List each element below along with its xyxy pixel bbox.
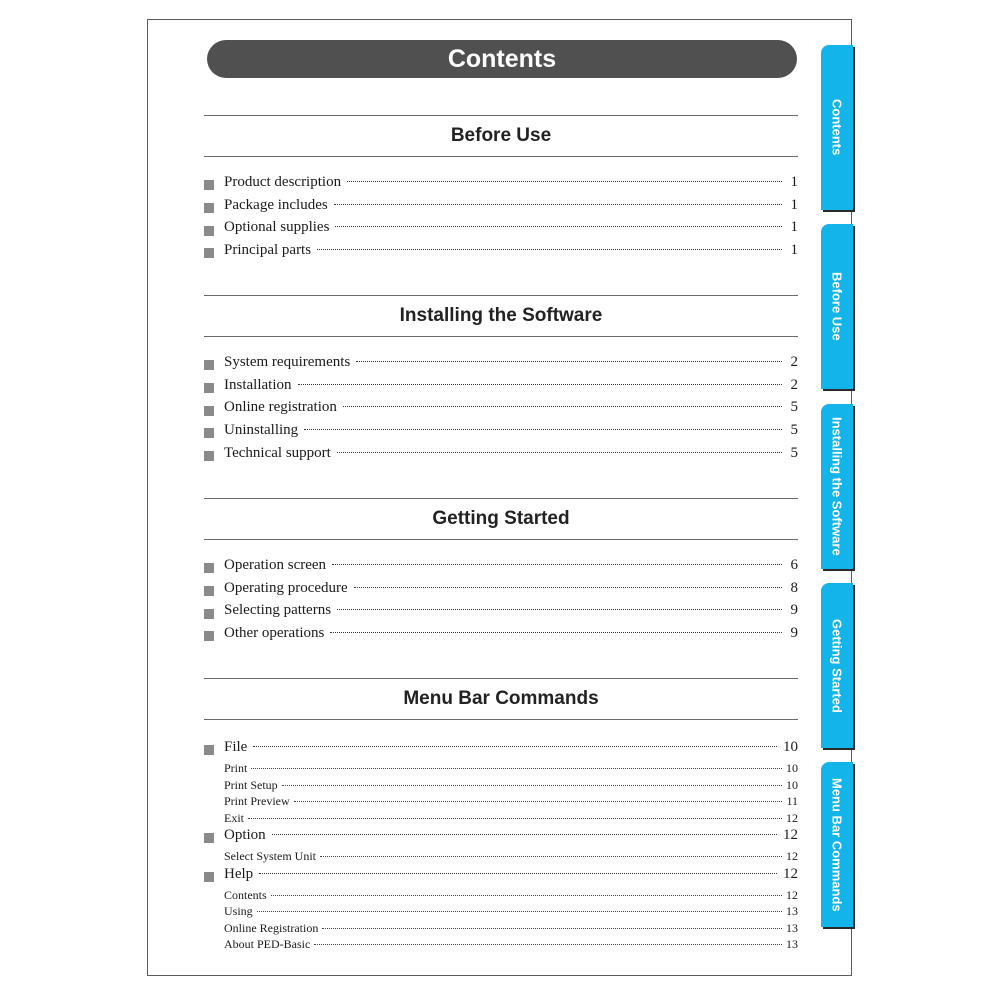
dot-leader [259, 873, 777, 874]
toc-entry[interactable] [204, 602, 798, 625]
dot-leader [251, 768, 782, 769]
dot-leader [334, 204, 782, 205]
toc-subentry[interactable] [204, 921, 798, 938]
square-bullet-icon [204, 203, 214, 213]
dot-leader [322, 928, 782, 929]
tab-label: Before Use [829, 272, 845, 341]
entry-label: File [224, 739, 248, 755]
entry-label: Option [224, 827, 266, 843]
square-bullet-icon [204, 563, 214, 573]
dot-leader [335, 226, 782, 227]
square-bullet-icon [204, 406, 214, 416]
section-heading: Installing the Software [204, 295, 798, 337]
square-bullet-icon [204, 226, 214, 236]
dot-leader [271, 895, 782, 896]
toc-entry[interactable] [204, 399, 798, 422]
entry-page-number: 5 [790, 399, 798, 416]
dot-leader [337, 609, 782, 610]
entry-label: Operation screen [224, 557, 327, 573]
square-bullet-icon [204, 872, 214, 882]
subentry-label: Print [224, 761, 248, 775]
subentry-label: Contents [224, 887, 267, 902]
toc-entry[interactable] [204, 242, 798, 265]
subentry-page-number: 13 [786, 937, 798, 951]
entry-page-number: 2 [790, 376, 798, 393]
dot-leader [354, 587, 782, 588]
subentry-page-number: 11 [786, 794, 798, 808]
entry-page-number: 1 [790, 196, 798, 213]
dot-leader [257, 911, 782, 912]
entry-page-number: 6 [790, 557, 798, 573]
toc-entry[interactable] [204, 219, 798, 242]
entry-page-number: 2 [790, 354, 798, 370]
square-bullet-icon [204, 833, 214, 843]
section-heading: Getting Started [204, 498, 798, 540]
toc-subentry[interactable] [204, 778, 798, 795]
dot-leader [282, 785, 782, 786]
entry-label: Package includes [224, 196, 328, 213]
square-bullet-icon [204, 360, 214, 370]
square-bullet-icon [204, 631, 214, 641]
dot-leader [343, 406, 782, 407]
toc-entry[interactable] [204, 557, 798, 580]
entry-label: Installation [224, 376, 292, 393]
section-tab[interactable] [821, 45, 853, 210]
entry-label: Optional supplies [224, 219, 330, 236]
toc-subentry[interactable] [204, 811, 798, 828]
section-heading: Before Use [204, 115, 798, 157]
square-bullet-icon [204, 451, 214, 461]
subentry-label: About PED-Basic [224, 937, 311, 951]
section-heading: Menu Bar Commands [204, 678, 798, 720]
subentry-page-number: 12 [786, 849, 798, 863]
toc-section [204, 498, 798, 648]
toc-section [204, 295, 798, 467]
toc-subentry[interactable] [204, 849, 798, 866]
entry-page-number: 5 [790, 444, 798, 461]
page-title: Contents [207, 40, 797, 78]
entry-label: Principal parts [224, 242, 312, 259]
entry-page-number: 5 [790, 422, 798, 439]
square-bullet-icon [204, 248, 214, 258]
section-tab[interactable] [821, 583, 853, 748]
toc-entry[interactable] [204, 580, 798, 603]
entry-page-number: 9 [790, 625, 798, 642]
subentry-label: Exit [224, 810, 244, 825]
toc-entry[interactable] [204, 739, 798, 761]
entry-page-number: 1 [790, 219, 798, 236]
square-bullet-icon [204, 745, 214, 755]
dot-leader [294, 801, 783, 802]
dot-leader [272, 834, 777, 835]
tab-label: Menu Bar Commands [829, 777, 845, 912]
dot-leader [356, 361, 782, 362]
square-bullet-icon [204, 586, 214, 596]
toc-entry[interactable] [204, 377, 798, 400]
square-bullet-icon [204, 428, 214, 438]
dot-leader [332, 564, 782, 565]
toc-section [204, 678, 798, 954]
dot-leader [304, 429, 782, 430]
dot-leader [320, 856, 782, 857]
entry-page-number: 10 [783, 739, 798, 755]
toc-subentry[interactable] [204, 761, 798, 778]
toc-entry[interactable] [204, 354, 798, 377]
subentry-label: Print Preview [224, 794, 290, 808]
toc-subentry[interactable] [204, 937, 798, 954]
subentry-label: Using [224, 904, 253, 918]
entry-page-number: 9 [790, 602, 798, 619]
toc-entry[interactable] [204, 866, 798, 888]
subentry-page-number: 12 [786, 810, 798, 825]
dot-leader [314, 944, 782, 945]
toc-entry[interactable] [204, 827, 798, 849]
subentry-page-number: 12 [786, 887, 798, 902]
dot-leader [337, 452, 782, 453]
tab-label: Contents [829, 99, 845, 156]
square-bullet-icon [204, 609, 214, 619]
toc-subentry[interactable] [204, 794, 798, 811]
entry-label: Operating procedure [224, 579, 348, 596]
toc-entry[interactable] [204, 422, 798, 445]
square-bullet-icon [204, 180, 214, 190]
dot-leader [347, 181, 782, 182]
entry-page-number: 8 [790, 579, 798, 596]
subentry-page-number: 10 [786, 777, 798, 792]
entry-page-number: 1 [790, 242, 798, 259]
toc-section [204, 115, 798, 265]
toc-subentry[interactable] [204, 888, 798, 905]
dot-leader [253, 746, 777, 747]
subentry-page-number: 13 [786, 920, 798, 935]
toc-entry[interactable] [204, 197, 798, 220]
dot-leader [317, 249, 782, 250]
entry-label: Technical support [224, 444, 331, 461]
entry-page-number: 12 [783, 827, 798, 843]
tab-label: Installing the Software [829, 417, 845, 556]
entry-label: Selecting patterns [224, 602, 332, 619]
toc-subentry[interactable] [204, 904, 798, 921]
subentry-page-number: 10 [786, 761, 798, 775]
entry-label: Product description [224, 174, 342, 190]
subentry-page-number: 13 [786, 904, 798, 918]
section-tab[interactable] [821, 762, 853, 927]
section-tab[interactable] [821, 224, 853, 389]
entry-label: Other operations [224, 625, 325, 642]
toc-entry[interactable] [204, 174, 798, 197]
dot-leader [298, 384, 783, 385]
entry-page-number: 12 [783, 865, 798, 882]
section-tab[interactable] [821, 404, 853, 569]
square-bullet-icon [204, 383, 214, 393]
entry-label: Uninstalling [224, 422, 299, 439]
subentry-label: Select System Unit [224, 849, 316, 863]
entry-label: System requirements [224, 354, 351, 370]
subentry-label: Print Setup [224, 777, 278, 792]
entry-label: Help [224, 865, 254, 882]
toc-entry[interactable] [204, 625, 798, 648]
dot-leader [330, 632, 782, 633]
tab-label: Getting Started [829, 618, 845, 713]
toc-entry[interactable] [204, 445, 798, 468]
dot-leader [248, 818, 782, 819]
subentry-label: Online Registration [224, 920, 319, 935]
entry-page-number: 1 [790, 174, 798, 190]
entry-label: Online registration [224, 399, 337, 416]
